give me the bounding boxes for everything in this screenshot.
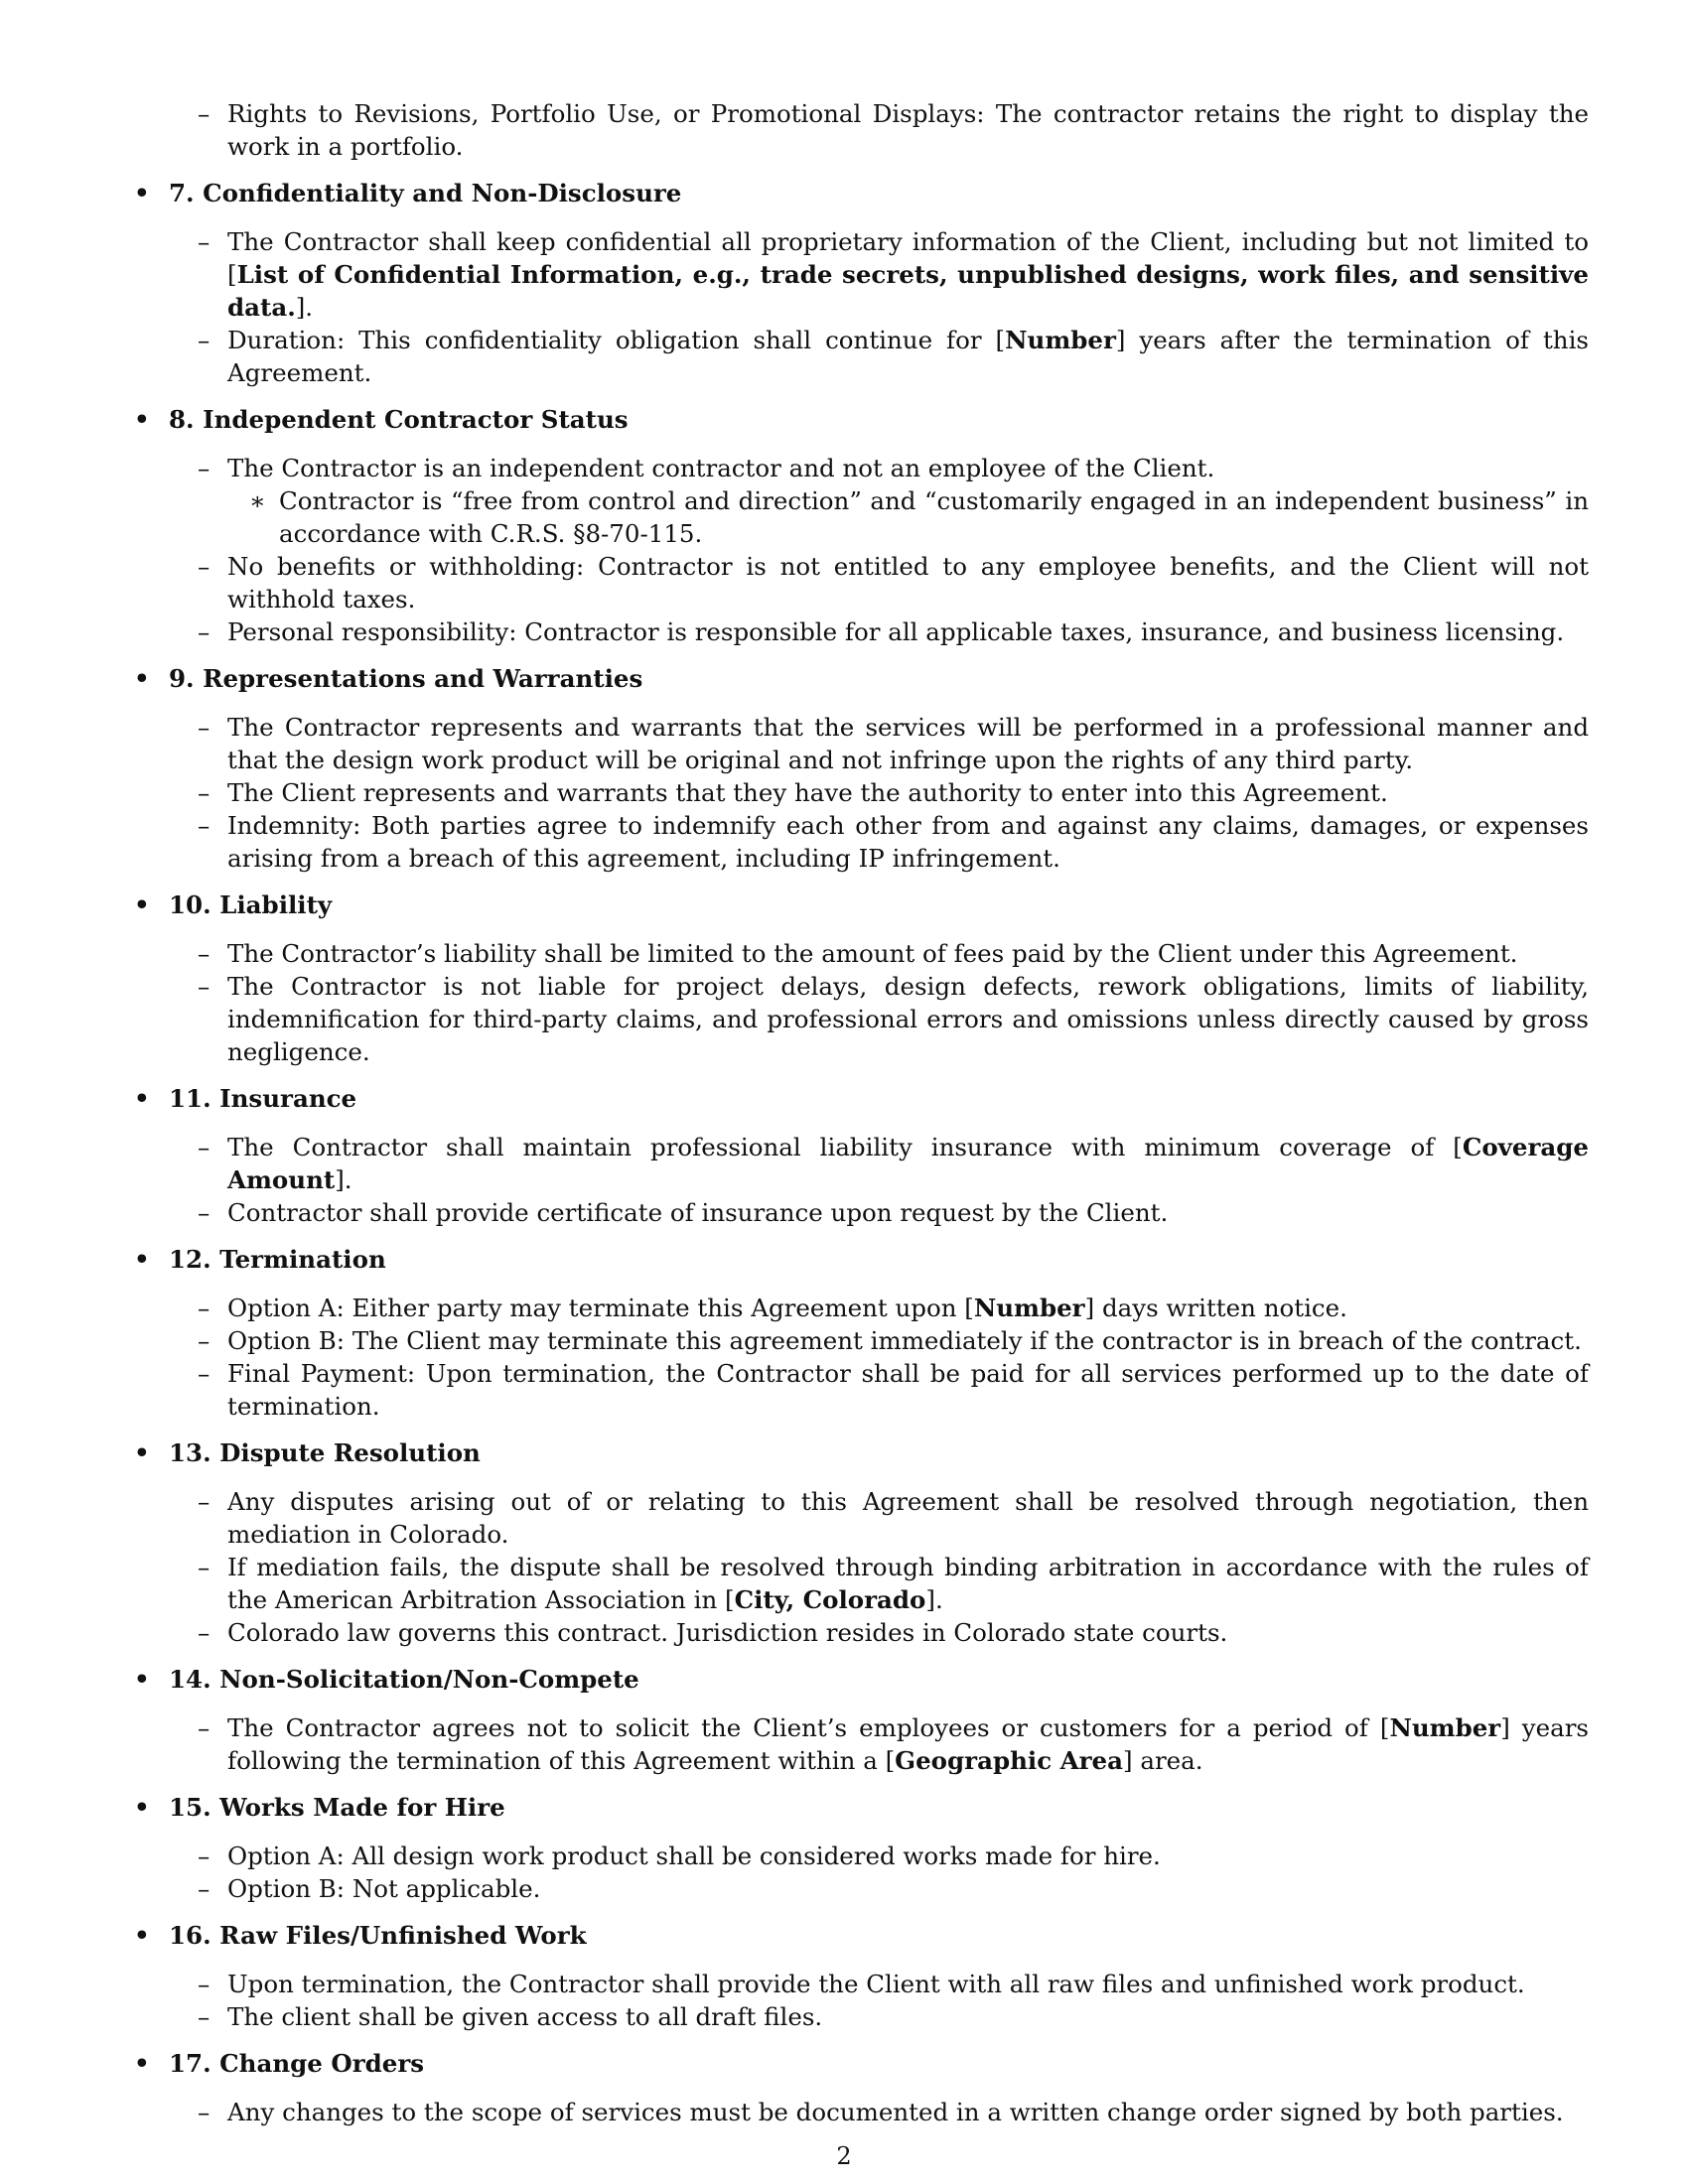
list-item: – The Contractor represents and warrants that the services will be performed in a professional manner and that the design work product will be original and not infringe upon the rights of any third party.: [198, 713, 1589, 774]
star-marker: ∗: [249, 486, 266, 515]
list-item: – Option A: All design work product shall be considered works made for hire.: [198, 1842, 1161, 1870]
list-item: – Any changes to the scope of services must be documented in a written change order signed by both parties.: [198, 2098, 1564, 2126]
list-item: – No benefits or withholding: Contractor is not entitled to any employee benefits, and the Client will not withhold taxes.: [198, 552, 1589, 614]
section-independent-contractor: [134, 403, 1589, 648]
list-item: – Final Payment: Upon termination, the Contractor shall be paid for all services performed up to the date of termination.: [198, 1359, 1589, 1421]
list-item: – Option B: Not applicable.: [198, 1874, 541, 1903]
section-heading: • 8. Independent Contractor Status: [134, 405, 629, 434]
list-item: – Contractor shall provide certificate of insurance upon request by the Client.: [198, 1198, 1169, 1227]
section-raw-files: [134, 1919, 1589, 2033]
list-item: – The client shall be given access to all draft files.: [198, 2002, 823, 2031]
list-item: – The Client represents and warrants that they have the authority to enter into this Agreement.: [198, 778, 1388, 807]
document-body: [134, 97, 1589, 2128]
section-change-orders: [134, 2047, 1589, 2128]
section-heading: • 9. Representations and Warranties: [134, 664, 643, 693]
placeholder-field: Coverage Amount: [227, 1133, 1589, 1194]
placeholder-field: Number: [1389, 1713, 1501, 1742]
placeholder-field: Geographic Area: [895, 1746, 1124, 1775]
list-item: – If mediation fails, the dispute shall be resolved through binding arbitration in accordance with the rules of the American Arbitration Association in [City, Colorado].: [198, 1553, 1589, 1614]
dash-marker: –: [198, 99, 211, 128]
section-representations: [134, 662, 1589, 875]
section-confidentiality: [134, 177, 1589, 389]
section-heading: • 11. Insurance: [134, 1084, 357, 1113]
section-heading: • 15. Works Made for Hire: [134, 1793, 505, 1822]
list-item: – The Contractor shall maintain professional liability insurance with minimum coverage of [Coverage Amount].: [198, 1133, 1589, 1194]
section-heading: • 16. Raw Files/Unfinished Work: [134, 1921, 587, 1950]
list-item: – The Contractor is not liable for project delays, design defects, rework obligations, limits of liability, indemnification for third-party claims, and professional errors and omissions unless directly caused by gross negligence.: [198, 972, 1589, 1066]
list-item: – Personal responsibility: Contractor is responsible for all applicable taxes, insurance, and business licensing.: [198, 617, 1565, 646]
list-item: – The Contractor is an independent contractor and not an employee of the Client.: [198, 454, 1215, 482]
placeholder-field: City, Colorado: [734, 1585, 926, 1614]
list-item-portfolio-rights: – Rights to Revisions, Portfolio Use, or Promotional Displays: The contractor retains the right to display the work in a portfolio.: [198, 99, 1589, 161]
bullet-marker: •: [134, 179, 150, 207]
placeholder-field: Number: [973, 1294, 1085, 1322]
list-item: – Option A: Either party may terminate this Agreement upon [Number] days written notice.: [198, 1294, 1347, 1322]
section-heading: • 13. Dispute Resolution: [134, 1438, 481, 1467]
list-item: – Indemnity: Both parties agree to indemnify each other from and against any claims, damages, or expenses arising from a breach of this agreement, including IP infringement.: [198, 811, 1589, 873]
list-item: – Any disputes arising out of or relating to this Agreement shall be resolved through negotiation, then mediation in Colorado.: [198, 1487, 1589, 1549]
list-item: – Upon termination, the Contractor shall provide the Client with all raw files and unfinished work product.: [198, 1970, 1525, 1998]
section-insurance: [134, 1082, 1589, 1229]
list-item: – The Contractor shall keep confidential all proprietary information of the Client, including but not limited to [List of Confidential Information, e.g., trade secrets, unpublished designs, work files, and sensitive data.].: [198, 227, 1589, 322]
page-number: 2: [836, 2142, 852, 2170]
section-heading: • 12. Termination: [134, 1245, 386, 1274]
list-item: – Duration: This confidentiality obligation shall continue for [Number] years after the termination of this Agreement.: [198, 326, 1589, 387]
section-non-solicitation: [134, 1663, 1589, 1777]
section-dispute-resolution: [134, 1436, 1589, 1649]
placeholder-field: Number: [1005, 326, 1116, 354]
section-heading: • 7. Confidentiality and Non-Disclosure: [134, 179, 682, 207]
section-heading: • 17. Change Orders: [134, 2049, 425, 2078]
list-item: – Option B: The Client may terminate this agreement immediately if the contractor is in breach of the contract.: [198, 1326, 1582, 1355]
nested-list-item: ∗ Contractor is “free from control and direction” and “customarily engaged in an independent business” in accordance with C.R.S. §8-70-115.: [249, 486, 1589, 548]
section-termination: [134, 1243, 1589, 1423]
section-works-made-for-hire: [134, 1791, 1589, 1905]
section-heading: • 14. Non-Solicitation/Non-Compete: [134, 1665, 639, 1694]
list-item: – The Contractor’s liability shall be limited to the amount of fees paid by the Client under this Agreement.: [198, 939, 1518, 968]
placeholder-field: List of Confidential Information, e.g., trade secrets, unpublished designs, work files, and sensitive data.: [227, 260, 1589, 322]
list-item: – The Contractor agrees not to solicit the Client’s employees or customers for a period of [Number] years following the termination of this Agreement within a [Geographic Area] area.: [198, 1713, 1590, 1775]
list-item: – Colorado law governs this contract. Jurisdiction resides in Colorado state courts.: [198, 1618, 1228, 1647]
section-liability: [134, 888, 1589, 1068]
section-heading: • 10. Liability: [134, 890, 333, 919]
